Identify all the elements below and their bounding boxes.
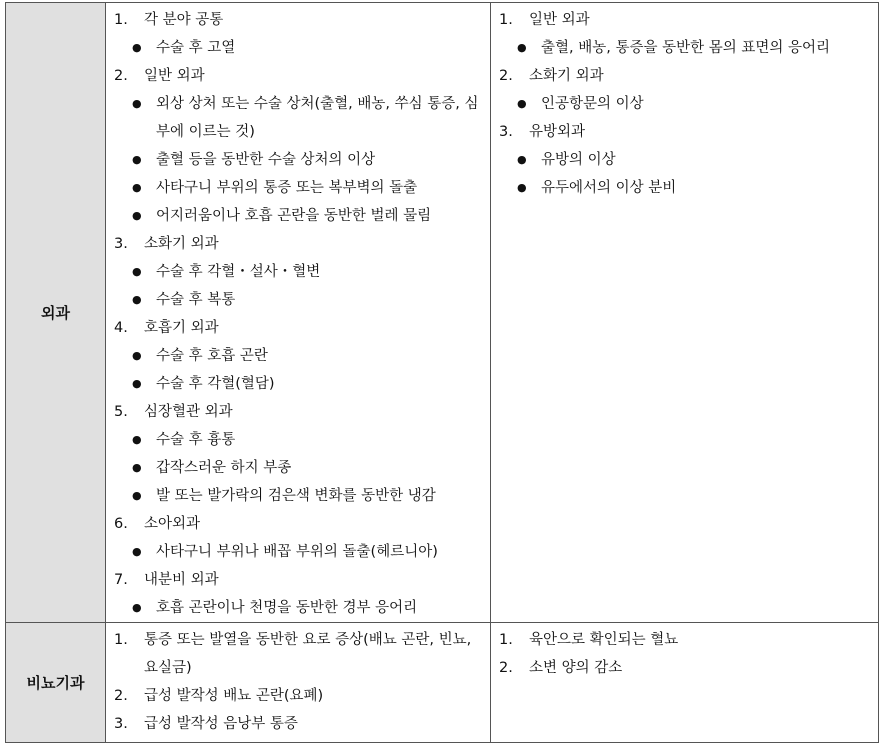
numbered-item <box>114 682 482 710</box>
section-title: 소화기 외과 <box>144 236 219 252</box>
list-item <box>114 538 482 566</box>
table-row <box>6 623 879 743</box>
list-item <box>499 146 870 174</box>
section-number: 2. <box>499 68 513 84</box>
section-number: 7. <box>114 572 128 588</box>
section-heading <box>114 314 482 342</box>
bullet-icon: ● <box>132 41 142 54</box>
item-number: 1. <box>499 632 513 648</box>
bullet-icon: ● <box>132 349 142 362</box>
bullet-icon: ● <box>132 601 142 614</box>
section-number: 2. <box>114 68 128 84</box>
item-text: 급성 발작성 배뇨 곤란(요폐) <box>144 688 324 704</box>
list-item-text: 수술 후 호흡 곤란 <box>156 348 268 364</box>
list-item-text: 유두에서의 이상 분비 <box>541 180 677 196</box>
surgery-left-cell <box>106 3 491 623</box>
item-number: 3. <box>114 716 128 732</box>
list-item-text: 호흡 곤란이나 천명을 동반한 경부 응어리 <box>156 600 418 616</box>
row-label-surgery: 외과 <box>6 3 106 623</box>
section-title: 소아외과 <box>144 516 201 532</box>
list-item-text: 수술 후 각혈(혈담) <box>156 376 275 392</box>
bullet-icon: ● <box>132 377 142 390</box>
bullet-icon: ● <box>132 461 142 474</box>
section-title: 일반 외과 <box>144 68 205 84</box>
numbered-item <box>499 626 870 654</box>
bullet-icon: ● <box>517 181 527 194</box>
list-item-text: 유방의 이상 <box>541 152 616 168</box>
numbered-item <box>499 654 870 682</box>
bullet-icon: ● <box>132 293 142 306</box>
section-title: 유방외과 <box>529 124 586 140</box>
section-heading <box>499 118 870 146</box>
section-number: 4. <box>114 320 128 336</box>
list-item <box>114 426 482 454</box>
bullet-icon: ● <box>132 209 142 222</box>
list-item-text: 갑작스러운 하지 부종 <box>156 460 292 476</box>
list-item <box>499 90 870 118</box>
list-item-text: 외상 상처 또는 수술 상처(출혈, 배농, 쑤심 통증, 심부에 이르는 것) <box>156 96 479 140</box>
item-text: 육안으로 확인되는 혈뇨 <box>529 632 679 648</box>
list-item-text: 인공항문의 이상 <box>541 96 644 112</box>
item-number: 2. <box>499 660 513 676</box>
section-heading <box>499 6 870 34</box>
urology-left-cell <box>106 623 491 743</box>
list-item-text: 출혈, 배농, 통증을 동반한 몸의 표면의 응어리 <box>541 40 830 56</box>
section-number: 1. <box>499 12 513 28</box>
row-label-urology: 비뇨기과 <box>6 623 106 743</box>
list-item <box>114 174 482 202</box>
list-item <box>114 594 482 622</box>
surgery-right-cell <box>491 3 879 623</box>
numbered-item <box>114 626 482 682</box>
bullet-icon: ● <box>517 41 527 54</box>
list-item <box>114 258 482 286</box>
section-number: 3. <box>499 124 513 140</box>
item-number: 1. <box>114 632 128 648</box>
section-heading <box>114 566 482 594</box>
section-title: 각 분야 공통 <box>144 12 224 28</box>
bullet-icon: ● <box>132 433 142 446</box>
urology-right-cell <box>491 623 879 743</box>
list-item <box>114 34 482 62</box>
section-heading <box>114 510 482 538</box>
item-text: 통증 또는 발열을 동반한 요로 증상(배뇨 곤란, 빈뇨, 요실금) <box>144 632 472 676</box>
list-item-text: 사타구니 부위의 통증 또는 복부벽의 돌출 <box>156 180 418 196</box>
section-title: 일반 외과 <box>529 12 590 28</box>
list-item-text: 수술 후 복통 <box>156 292 236 308</box>
list-item-text: 발 또는 발가락의 검은색 변화를 동반한 냉감 <box>156 488 436 504</box>
list-item-text: 수술 후 각혈・설사・혈변 <box>156 264 321 280</box>
list-item <box>114 454 482 482</box>
section-heading <box>114 6 482 34</box>
section-number: 1. <box>114 12 128 28</box>
section-title: 소화기 외과 <box>529 68 604 84</box>
numbered-item <box>114 710 482 738</box>
list-item <box>114 202 482 230</box>
section-number: 6. <box>114 516 128 532</box>
bullet-icon: ● <box>132 265 142 278</box>
section-number: 5. <box>114 404 128 420</box>
list-item <box>114 482 482 510</box>
list-item <box>114 146 482 174</box>
item-text: 급성 발작성 음낭부 통증 <box>144 716 298 732</box>
bullet-icon: ● <box>132 181 142 194</box>
list-item-text: 수술 후 고열 <box>156 40 236 56</box>
table-row <box>6 3 879 623</box>
bullet-icon: ● <box>132 489 142 502</box>
symptom-table <box>5 2 879 743</box>
bullet-icon: ● <box>132 545 142 558</box>
section-number: 3. <box>114 236 128 252</box>
list-item <box>114 90 482 146</box>
item-text: 소변 양의 감소 <box>529 660 623 676</box>
list-item-text: 수술 후 흉통 <box>156 432 236 448</box>
list-item <box>114 370 482 398</box>
section-heading <box>499 62 870 90</box>
list-item <box>499 174 870 202</box>
list-item <box>499 34 870 62</box>
list-item-text: 어지러움이나 호흡 곤란을 동반한 벌레 물림 <box>156 208 432 224</box>
list-item <box>114 342 482 370</box>
list-item-text: 사타구니 부위나 배꼽 부위의 돌출(헤르니아) <box>156 544 438 560</box>
item-number: 2. <box>114 688 128 704</box>
section-title: 심장혈관 외과 <box>144 404 233 420</box>
bullet-icon: ● <box>132 153 142 166</box>
list-item-text: 출혈 등을 동반한 수술 상처의 이상 <box>156 152 376 168</box>
section-heading <box>114 230 482 258</box>
bullet-icon: ● <box>132 97 142 110</box>
section-title: 내분비 외과 <box>144 572 219 588</box>
section-heading <box>114 398 482 426</box>
section-title: 호흡기 외과 <box>144 320 219 336</box>
section-heading <box>114 62 482 90</box>
bullet-icon: ● <box>517 97 527 110</box>
bullet-icon: ● <box>517 153 527 166</box>
list-item <box>114 286 482 314</box>
